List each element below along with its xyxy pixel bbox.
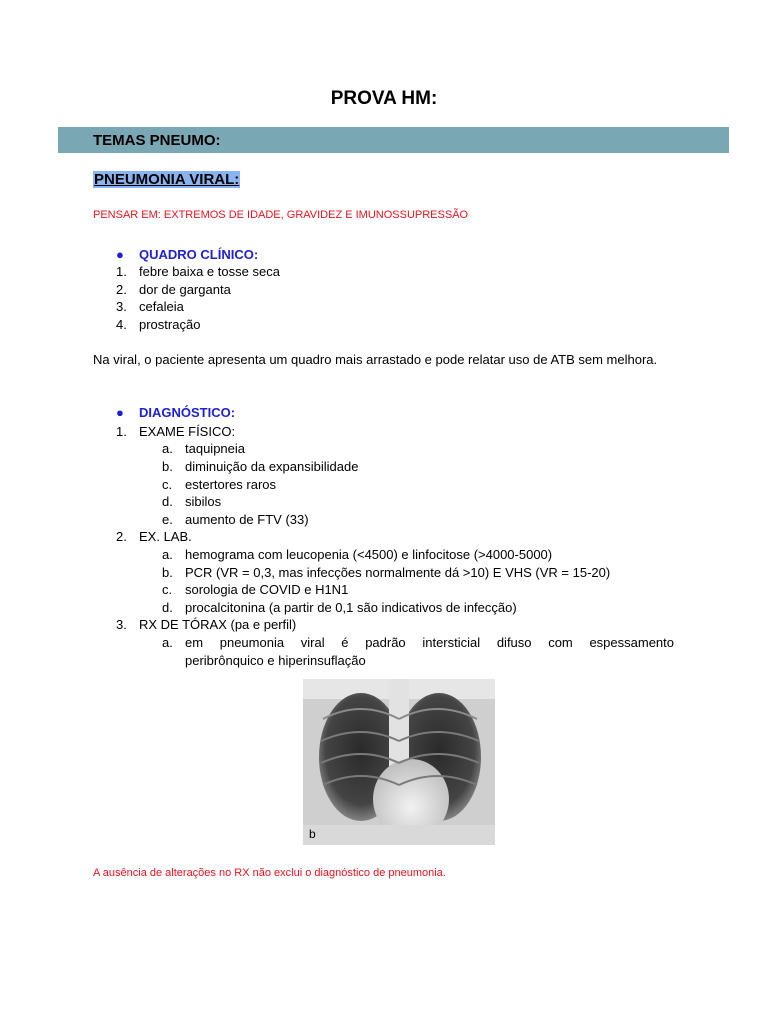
list-item: 1. febre baixa e tosse seca bbox=[116, 264, 280, 279]
sub-list-item: b. PCR (VR = 0,3, mas infecções normalmente dá >10) E VHS (VR = 15-20) bbox=[162, 565, 611, 580]
sub-list-item: d. sibilos bbox=[162, 494, 222, 509]
topic-heading: PNEUMONIA VIRAL: bbox=[94, 171, 240, 188]
sub-list-item: a. taquipneia bbox=[162, 441, 245, 456]
list-item: 4. prostração bbox=[116, 317, 201, 332]
image-label: b bbox=[309, 827, 316, 841]
rx-description-line2: peribrônquico e hiperinsuflação bbox=[185, 653, 366, 668]
page-title: PROVA HM: bbox=[330, 88, 438, 109]
list-item: 1. EXAME FÍSICO: bbox=[116, 424, 236, 439]
rx-description-line1: em pneumonia viral é padrão intersticial difuso com espessamento bbox=[185, 635, 674, 650]
bullet-icon: ● bbox=[116, 405, 124, 420]
sub-list-item: b. diminuição da expansibilidade bbox=[162, 459, 359, 474]
xray-illustration bbox=[303, 679, 495, 845]
list-item: 3. cefaleia bbox=[116, 299, 184, 314]
list-item: 3. RX DE TÓRAX (pa e perfil) bbox=[116, 617, 297, 632]
section-title: TEMAS PNEUMO: bbox=[93, 132, 221, 149]
sub-list-item: c. sorologia de COVID e H1N1 bbox=[162, 582, 349, 597]
risk-note: PENSAR EM: EXTREMOS DE IDADE, GRAVIDEZ E IMUNOSSUPRESSÃO bbox=[93, 209, 469, 221]
bullet-icon: ● bbox=[116, 247, 124, 262]
paragraph: Na viral, o paciente apresenta um quadro mais arrastado e pode relatar uso de ATB sem melhora. bbox=[93, 352, 658, 367]
chest-xray-image bbox=[303, 679, 495, 845]
diagnostico-heading: ● DIAGNÓSTICO: bbox=[116, 405, 236, 420]
list-item: 2. dor de garganta bbox=[116, 282, 231, 297]
list-item: 2. EX. LAB. bbox=[116, 529, 192, 544]
sub-list-item: c. estertores raros bbox=[162, 477, 277, 492]
quadro-clinico-heading: ● QUADRO CLÍNICO: bbox=[116, 247, 259, 262]
section-header bbox=[58, 127, 729, 153]
bottom-note: A ausência de alterações no RX não exclui o diagnóstico de pneumonia. bbox=[93, 867, 446, 879]
sub-list-item: a. hemograma com leucopenia (<4500) e linfocitose (>4000-5000) bbox=[162, 547, 553, 562]
sub-list-item: e. aumento de FTV (33) bbox=[162, 512, 309, 527]
sub-list-item: d. procalcitonina (a partir de 0,1 são indicativos de infecção) bbox=[162, 600, 517, 615]
